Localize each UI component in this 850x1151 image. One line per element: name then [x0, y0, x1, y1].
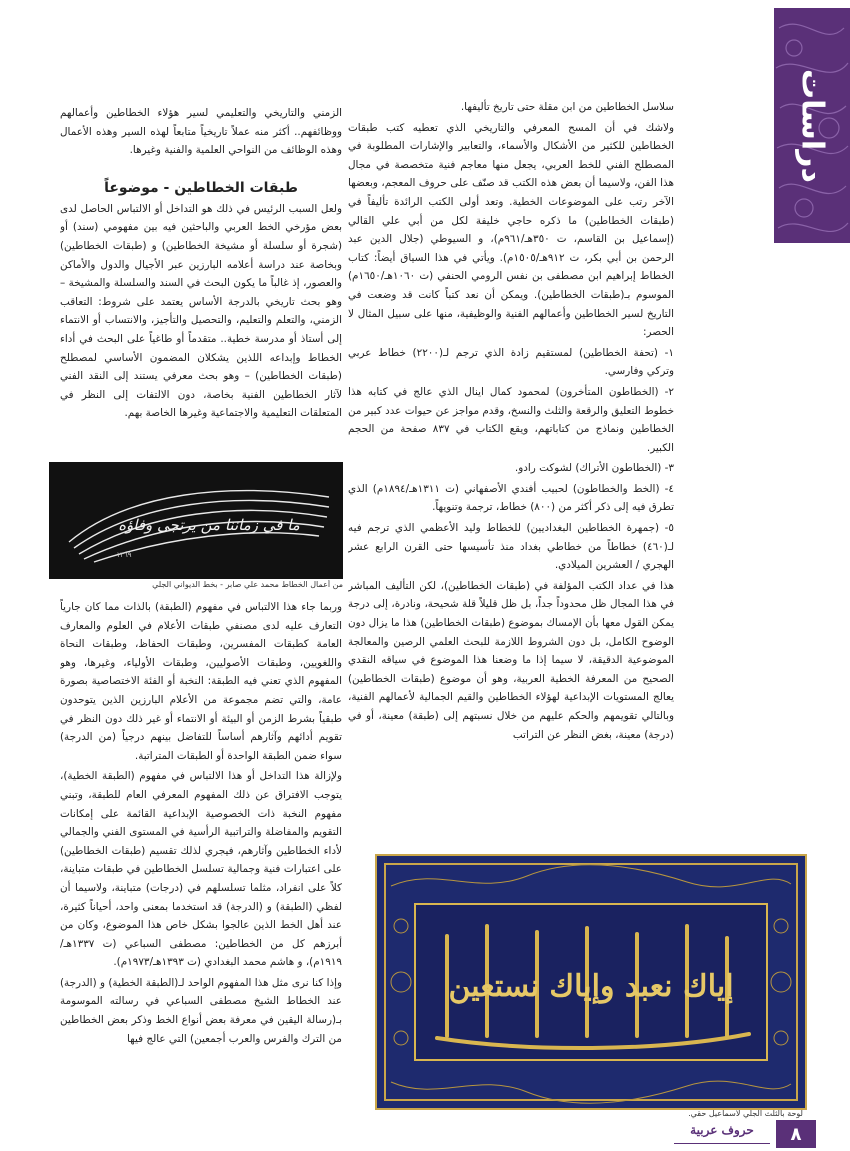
left-bottom-paragraph-2: ولإزالة هذا التداخل أو هذا الالتباس في مفهوم (الطبقة الخطية)، يتوجب الافتراق عن ذلك المفهوم المعرفي العام للطبقة، وتبني مفهوم النخبة ذات الخصوصية الإبداعية القائمة على إمكانات التقويم والمفاضلة والتراتبية الرأسية في المستوى الفني والجمالي لأداء الخطاطين وآثارهم، فيجري لذلك تقسيم (طبقات الخطاطين) على اعتبارات فنية وجمالية تسلسل الخطاطين في طبقات متباينة، كلاً على انفراد، مثلما تسلسلهم في (درجات) متباينة، ولاسيما أن لفظي (الطبقة) و (الدرجة) قد استخدما بمعنى واحد، أحياناً كثيرة، عند أهل الخط الذين عالجوا بشكل خاص هذا الموضوع، وكان من أبرزهم كل من الخطاطين: مصطفى السباعي (ت ١٣٣٧هـ/١٩١٩م)، و هاشم محمد البغدادي (ت ١٣٩٣هـ/١٩٧٣م).	[60, 770, 342, 969]
left-column-top	[60, 104, 342, 456]
calligraphy-figure	[49, 462, 343, 579]
mid-paragraph-1: سلاسل الخطاطين من ابن مقلة حتى تاريخ تأليفها.	[460, 101, 674, 113]
calligraphy-caption: من أعمال الخطاط محمد علي صابر - بخط الديواني الجلي	[152, 580, 343, 589]
middle-column	[348, 98, 674, 838]
mid-list-item-2: ٢- (الخطاطون المتأخرون) لمحمود كمال اينال الذي عالج في كتابه هذا خطوط التعليق والرقعة والثلث والنسخ، وقدم مواجز عن حيوات عدد كبير من الخطاطين ونماذج من كتاباتهم، ويقع الكتاب في ٨٣٧ صفحة من الحجم الكبير.	[348, 385, 674, 454]
plate-text: إياك نعبد وإياك نستعين	[448, 969, 734, 1004]
plate-caption: لوحة بالثلث الجلي لاسماعيل حقي.	[688, 1109, 803, 1118]
section-heading: طبقات الخطاطين - موضوعاً	[104, 180, 298, 196]
calligraphy-artwork	[49, 462, 343, 579]
page-number: ٨	[776, 1120, 816, 1148]
mid-list-item-5: ٥- (جمهرة الخطاطين البغداديين) للخطاط وليد الأعظمي الذي ترجم فيه لـ(٤٦٠) خطاطاً من خطاطي بغداد منذ تأسيسها حتى القرن الرابع عشر الهجري / العشرين الميلادي.	[348, 522, 674, 572]
left-bottom-paragraph-3: وإذا كنا نرى مثل هذا المفهوم الواحد لـ(الطبقة الخطية) و (الدرجة) عند الخطاط الشيخ مصطفى السباعي في رسالته الموسومة بـ(رسالة اليقين في معرفة بعض أنواع الخط وذكر بعض الخطاطين من الترك والفرس والعرب أجمعين) التي عالج فيها	[60, 976, 342, 1045]
calligraphy-text: ما في زماننا من يرتجى وفاؤه	[118, 516, 300, 534]
left-intro: الزمني والتاريخي والتعليمي لسير هؤلاء الخطاطين وأعمالهم ووظائفهم.. أكثر منه عملاً تاريخياً متابعاً لهذه السير وهذه الأعمال وهذه الوظائف من النواحي العلمية والفنية وغيرها.	[60, 107, 342, 157]
magazine-logo: حروف عربية	[674, 1123, 770, 1144]
left-body-paragraph: ولعل السبب الرئيس في ذلك هو التداخل أو الالتباس الحاصل لدى بعض مؤرخي الخط العربي والباحثين فيه بين مفهومي (سند) أو (شجرة أو سلسلة أو مشيخة الخطاطين) و (طبقات الخطاطين) وبخاصة عند دراسة أعلامه البارزين عبر الأجيال والدول والأماكن والعصور، إذ غالباً ما يكون البحث في السند والسلسلة والمشيخة – وهو بحث تاريخي بالدرجة الأساس يعتمد على شروط: التعاقب الزمني، والتعلم والتعليم، والتحصيل والتأجيز، والانتساب أو الانتماء إلى أستاذ أو مدرسة خطية.. متقدماً أو طاغياً على البحث في أداء الخطاط وإبداعه اللذين يشكلان المضمون الأساسي لمصطلح (طبقات الخطاطين) – وهو بحث معرفي يستند إلى النقد الفني لآثار الخطاطين الفنية بخاصة، دون الالتفات إلى النظر في المتعلقات التعليمية والاجتماعية وغيرها الخاصة بهم.	[60, 202, 342, 420]
mid-list-item-4: ٤- (الخط والخطاطون) لحبيب أفندي الأصفهاني (ت ١٣١١هـ/١٨٩٤م) الذي تطرق فيه إلى ذكر أكثر من (٨٠٠) خطاط، ترجمة وتنويهاً.	[348, 482, 674, 514]
pull-quote-1-wrap	[735, 265, 850, 465]
left-bottom-paragraph-1: وربما جاء هذا الالتباس في مفهوم (الطبقة) بالذات مما كان جارياً التعارف عليه لدى مصنفي طبقات الأعلام في العلوم والمعارف العامة كطبقات المفسرين، وطبقات الحفاظ، وطبقات النحاة واللغويين، وطبقات الأصوليين، وطبقات الأولياء، وغيرها، وهو المفهوم الذي تعني فيه الطبقة: النخبة أو الفئة الاختصاصية بصورة عامة، والتي تضم مجموعة من الأعلام البارزين الذين يتوحدون طبقياً بشرط الزمن أو البيئة أو الانتماء أو غير ذلك دون النظر في تقويم أدائهم وآثارهم أساساً للتفاضل بينهم درجياً (من الدرجة) سواء ضمن الطبقة الواحدة أو الطبقات المتراتبة.	[60, 601, 342, 762]
section-tab	[774, 8, 850, 243]
plate-artwork	[377, 856, 805, 1108]
mid-list-item-3: ٣- (الخطاطون الأتراك) لشوكت رادو.	[514, 462, 674, 475]
mid-paragraph-3: هذا في عداد الكتب المؤلفة في (طبقات الخطاطين)، لكن التأليف المباشر في هذا المجال ظل محدوداً جداً، بل ظل قليلاً قلة شحيحة، ونادرة، إلى درجة يمكن القول معها بأن الإمساك بموضوع (طبقات الخطاطين) هذا ما يزال دون الوضوح الكامل، بل دون الشروط اللازمة للبحث العلمي الرصين والمعالجة الموضوعية الدقيقة، لا سيما إذا ما وضعنا هذا الموضوع في سياقه النقدي الصحيح من المعرفة الخطية العربية، وهو أن موضوع (طبقات الخطاطين) يعالج المستويات الإبداعية لهؤلاء الخطاطين والقيم الجمالية لأعمالهم الفنية، وبالتالي تقويمهم والحكم عليهم من خلال نسبتهم إلى (طبقة) معينة، أو في (درجة) معينة، بغض النظر عن التراتب	[348, 579, 674, 741]
mid-paragraph-2: ولاشك في أن المسح المعرفي والتاريخي الذي تعطيه كتب طبقات الخطاطين للكثير من الأشكال والأسماء، والتعابير والإشارات المطلوبة في المصطلح الفني للخط العربي، يجعل منها معاجم فنية متخصصة في مجال هذا الفن، ولاسيما أن بعض هذه الكتب قد صنّف على حروف المعجم، وبعضها الآخر رتب على الموضوعات الخطية. وتعد أولى الكتب الرائدة تأليفاً في (طبقات الخطاطين) ما ذكره حاجي خليفة لكل من أبي علي القالي (إسماعيل بن القاسم، ت ٣٥٠هـ/٩٦١م)، و السيوطي (جلال الدين عبد الرحمن بن أبي بكر، ت ٩١٢هـ/١٥٠٥م). ويأتي في هذا السياق أيضاً: كتاب الخطاط إبراهيم ابن مصطفى بن نفس الرومي الحنفي (ت ١٠٦٠هـ/١٦٥٠م) الموسوم بـ(طبقات الخطاطين). ويمكن أن نعد كتباً كانت قد وضعت في التاريخ لسير الخطاطين وأعمالهم الفنية والوظيفية، منها على سبيل المثال لا الحصر:	[348, 121, 674, 339]
mid-list-item-1: ١- (تحفة الخطاطين) لمستقيم زادة الذي ترجم لـ(٢٢٠٠) خطاط عربي وتركي وفارسي.	[348, 346, 674, 378]
section-tab-label: دراسات	[794, 68, 830, 183]
left-column-bottom	[60, 598, 342, 1138]
calligraphy-date: ١٣٦٩	[116, 551, 132, 559]
calligraphy-plate	[375, 854, 807, 1110]
pull-quote-2-wrap	[735, 565, 850, 765]
